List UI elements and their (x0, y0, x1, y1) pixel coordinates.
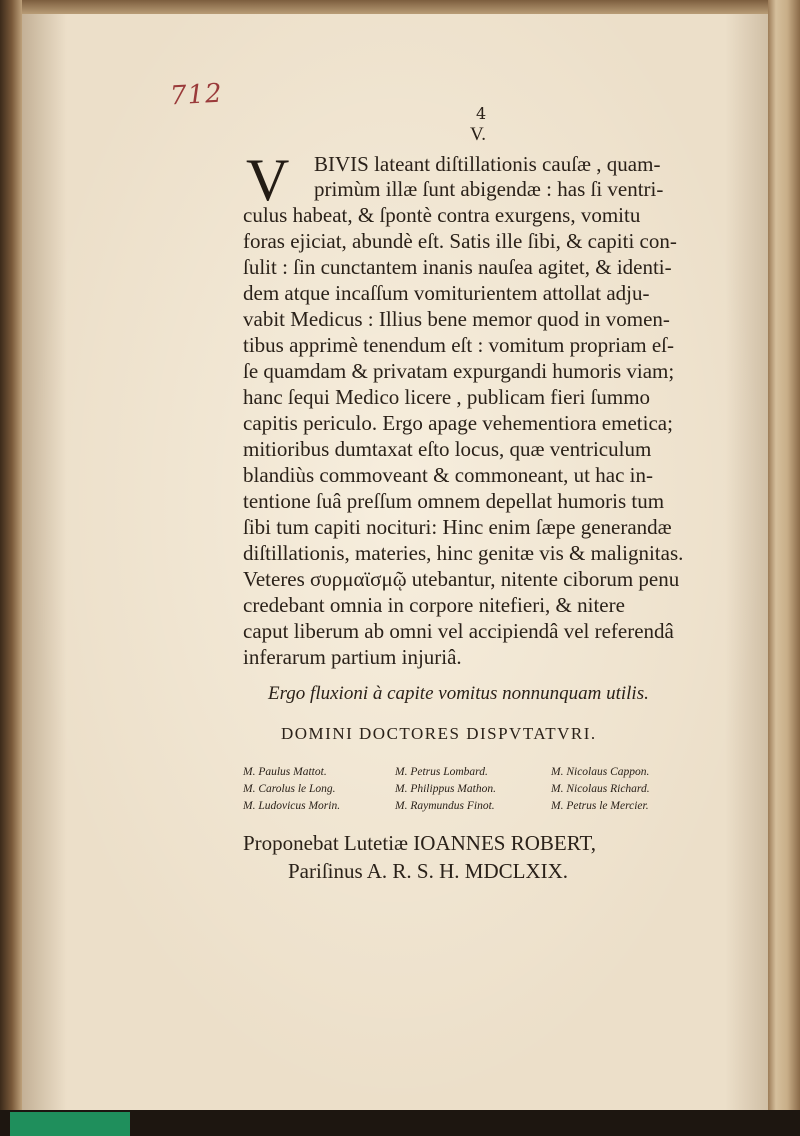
disputant-name: M. Ludovicus Morin. (243, 800, 341, 812)
drop-cap: V (246, 147, 290, 213)
imprint-line-2: Pariſinus A. R. S. H. MDCLXIX. (288, 859, 569, 883)
section-mark: V. (470, 124, 487, 145)
text-line: blandiùs commoveant & commoneant, ut hac in- (243, 463, 653, 487)
text-line: ſulit : ſin cunctantem inanis nauſea agitet, & identi- (243, 255, 672, 279)
disputants-list (243, 764, 703, 814)
text-line: diſtillationis, materies, hinc genitæ vis & malignitas. (243, 541, 684, 565)
text-line: culus habeat, & ſpontè contra exurgens, vomitu (243, 203, 641, 227)
disputant-name: M. Raymundus Finot. (395, 800, 495, 812)
imprint-line-1: Proponebat Lutetiæ IOANNES ROBERT, (243, 831, 596, 855)
text-line: hanc ſequi Medico licere , publicam fieri ſummo (243, 385, 651, 409)
text-line: BIVIS lateant diſtillationis cauſæ , quam- (314, 152, 661, 176)
text-line: caput liberum ab omni vel accipiendâ vel referendâ (243, 619, 674, 643)
text-line: credebant omnia in corpore nitefieri, & nitere (243, 593, 625, 617)
text-line: dem atque incaſſum vomiturientem attollat adju- (243, 281, 650, 305)
text-line: tibus apprimè tenendum eſt : vomitum propriam eſ- (243, 333, 674, 357)
text-line: tentione ſuâ preſſum omnem depellat humoris tum (243, 489, 665, 513)
handwritten-margin-note: 712 (169, 78, 224, 112)
page-right-edge (768, 0, 800, 1112)
text-line: capitis periculo. Ergo apage vehementiora emetica; (243, 411, 673, 435)
disputant-name: M. Paulus Mattot. (243, 766, 327, 778)
disputant-name: M. Nicolaus Cappon. (551, 766, 650, 778)
page-number: 4 (476, 104, 487, 123)
text-line: ſibi tum capiti nocituri: Hinc enim ſæpe generandæ (243, 515, 672, 539)
text-line: ſe quamdam & privatam expurgandi humoris viam; (243, 359, 675, 383)
text-line: Veteres συρμαϊσμῷ utebantur, nitente ciborum penu (243, 567, 680, 591)
text-line: foras ejiciat, abundè eſt. Satis ille ſibi, & capiti con- (243, 229, 677, 253)
disputant-name: M. Petrus le Mercier. (551, 800, 649, 812)
disputant-name: M. Nicolaus Richard. (551, 783, 650, 795)
disputant-name: M. Petrus Lombard. (395, 766, 488, 778)
disputant-name: M. Carolus le Long. (243, 783, 336, 795)
disputant-name: M. Philippus Mathon. (395, 783, 496, 795)
text-line: vabit Medicus : Illius bene memor quod in vomen- (243, 307, 670, 331)
text-line: inferarum partium injuriâ. (243, 645, 462, 669)
page-top-edge (22, 0, 800, 14)
disputants-heading: DOMINI DOCTORES DISPVTATVRI. (281, 724, 597, 743)
text-line: primùm illæ ſunt abigendæ : has ſi ventri- (314, 177, 664, 201)
text-line: mitioribus dumtaxat eſto locus, quæ ventriculum (243, 437, 652, 461)
green-bookmark-tab (10, 1112, 130, 1136)
conclusion-thesis: Ergo fluxioni à capite vomitus nonnunquam utilis. (268, 683, 649, 704)
